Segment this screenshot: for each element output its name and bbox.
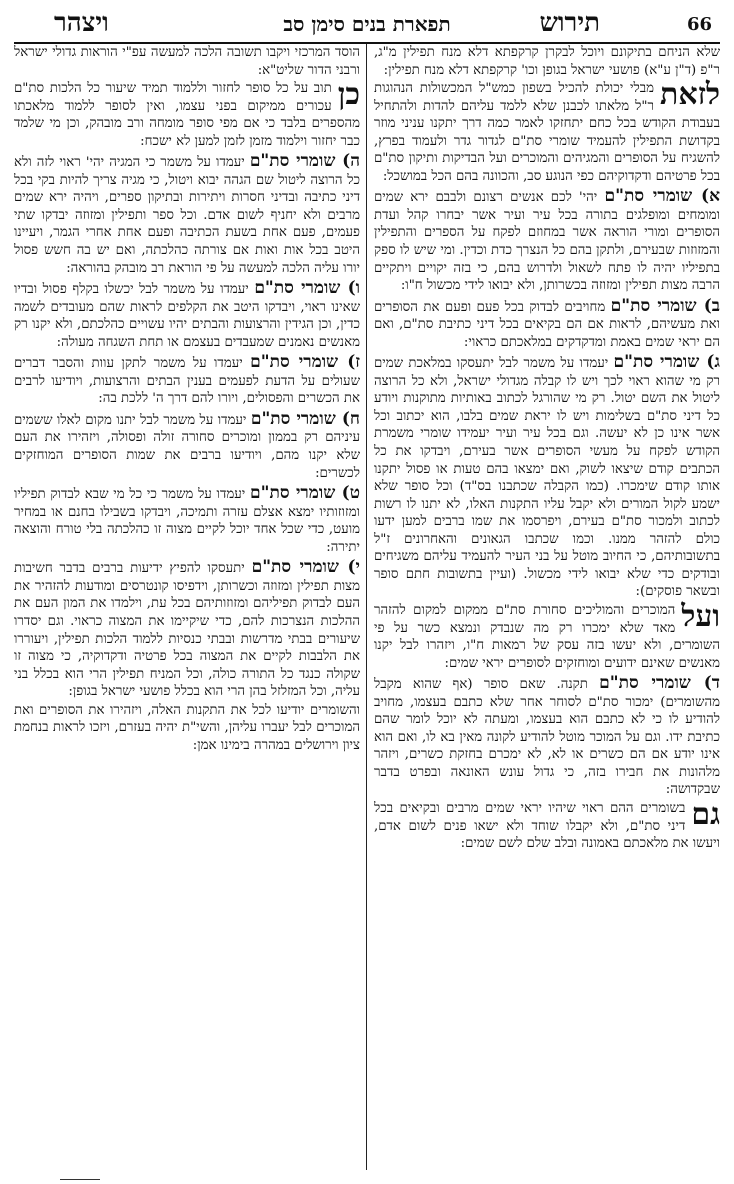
paragraph-text: מבלי יכולת להכיל בשפון כמש"ל המכשולות הנהוגות ר"ל מלאתו לכבנן שלא ללמד עליהם להדות ולהתחיל בעבודת הקודש בכל כחם יתחזקו לאמר כמה דרך יתקנו עניני מוזר בקדושת התפילין להעמיד שומרי סת"ם לגדור גדר ולעמוד בפרץ, להשגיח על הסופרים והמגיהים והמוכרים ועל הבדיקות ותיקון סת"ם בכל פרטיהם ודקדוקיהם כפי הנוגע סב, והכוונה בהם הכל במושכל: xyxy=(374,81,720,184)
header-title-right: תירוש xyxy=(539,8,600,38)
paragraph-text: בשומרים ההם ראוי שיהיו יראי שמים מרבים ובקיאים בכל דיני סת"ם, ולא יקבלו שוחד ולא ישאו פנים לשום אדם, ויעשו את מלאכתם באמונה ובלב שלם לשם שמים: xyxy=(374,800,720,852)
opening-word: כן xyxy=(337,77,360,113)
paragraph-text: מחויבים לבדוק בכל פעם ופעם את הסופרים ואת מעשיהם, לראות אם הם בקיאים בכל דיני כתיבת סת"ם, ואם הם יראי שמים באמת ומדקדקים במלאכתם כראוי: xyxy=(374,299,720,350)
text-columns xyxy=(14,44,720,1170)
section-lead: ח) שומרי סת"ם xyxy=(250,408,360,429)
section-lead: א) שומרי סת"ם xyxy=(604,186,720,207)
column-divider xyxy=(366,44,367,1170)
section-paragraph xyxy=(14,354,360,408)
running-header xyxy=(14,6,720,44)
paragraph-text: תקנה. שאם סופר (אף שהוא מקבל מהשומרים) ימכור סת"ם לסוחר אחר שלא כתבם בעצמו, מחויב להודיע לו כי לא כתבם הוא בעצמו, ומעתה לא יוכל לומר שהם כתיבת ידו. וגם על המוכר מוטל להודיע לקונה מאין בא לו, ואם הוא אינו יודע אם הם כשרים או לא, לא ימכרם בחזקת כשרים, ויזהר מלהונות את חבירו בזה, כי גדול עונש האונאה ובפרט בדבר שבקדושה: xyxy=(374,677,720,798)
section-lead: ה) שומרי סת"ם xyxy=(249,151,360,172)
paragraph-text: יעמדו על משמר לבל יתנו מקום לאלו ששמים עיניהם רק בממון ומוכרים סחורה זולה ופסולה, ויזהירו את העם שלא יקנו מהם, ויודיעו ברבים את שמות הסופרים המוחזקים לכשרים: xyxy=(14,412,360,481)
section-lead: ט) שומרי סת"ם xyxy=(250,483,360,504)
paragraph-text: תוב על כל סופר לחזור וללמוד תמיד שיעור כל הלכות סת"ם עכורים ממיקום בפני עצמו, ואין לסופר ללמוד מלאכתו מהספרים בלבד כי אם מפי סופר מומחה ורב מובהק, וכן מי שלמד כבר יחזור וילמוד מזמן לזמן למען לא ישכח: xyxy=(14,81,360,149)
opening-word: גם xyxy=(691,796,720,832)
section-paragraph xyxy=(14,280,360,351)
header-title-center: תפארת בנים סימן סב xyxy=(283,12,451,36)
header-title-left: ויצהר xyxy=(54,8,109,38)
section-lead: ג) שומרי סת"ם xyxy=(613,352,720,373)
section-lead: י) שומרי סת"ם xyxy=(251,557,360,578)
right-column xyxy=(374,44,720,1170)
opening-paragraph xyxy=(374,796,720,853)
paragraph-text: יעמדו על משמר לבל יתעסקו במלאכת שמים רק מי שהוא ראוי לכך ויש לו קבלה מגדולי ישראל, ולא כל הרוצה ליטול את השם יטול. רק מי שהורגל לכתוב באותיות מתוקנות ויודע כל דיני סת"ם בשלימות ויש לו יראת שמים בלבו, הוא יכתוב וכל אשר אינו כן לא יעשה. וגם בכל עיר ועיר יעמידו שומרי משמרת הקודש לפקח על מעשי הסופרים אשר בעירם, ויבדקו את כל הכתבים קודם שיצאו לשוק, ואם ימצאו בהם טעות או פסול יתקנו אותו קודם שימכרו. (כמו הקבלה שכתבנו בס"ד) וכל סופר שלא ישמע לקול המורים ולא יקבל עליו התקנות האלו, לא יתנו לו רשות לכתוב ולמכור סת"ם בעירם, ויפרסמו את שמו ברבים למען ידעו כולם להזהר ממנו. וכמו שכתבו הגאונים והאחרונים ז"ל בתשובותיהם, כי החיוב מוטל על בני העיר להעמיד עליהם משגיחים ובודקים כדי שלא יבואו לידי מכשול. (ועיין בתשובות חתם סופר ובשאר פוסקים): xyxy=(374,356,720,600)
paragraph-text: יעמדו על משמר לתקן עוות והסבר דברים שעולים על הדעת לפעמים בענין הבתים והרצועות, ויודיעו לרבים את הכשרים והפסולים, ויורו להם דרך ה' ללכת בה: xyxy=(14,356,360,407)
paragraph-text: יעמדו על משמר לבל יכשלו בקלף פסול ובדיו שאינו ראוי, ויבדקו היטב את הקלפים לראות שהם מעובדים לשמה כדין, וכן הגידין והרצועות והבתים יהיו עשויים כהלכתם, ולא יקנו רק מאנשים נאמנים שמעבדים בעצמם או תחת השגחה מעולה: xyxy=(14,282,360,350)
paragraph: הוסד המרכזי ויקבו תשובה הלכה למעשה עפ"י הוראות גדולי ישראל ורבני הדור שליט"א: xyxy=(14,45,360,78)
section-lead: ד) שומרי סת"ם xyxy=(599,673,720,694)
section-paragraph xyxy=(14,559,360,700)
section-paragraph xyxy=(374,188,720,294)
paragraph-text: יתעסקו להפיץ ידיעות ברבים בדבר חשיבות מצות תפילין ומזוזה וכשרותן, וידפיסו קונטרסים ומודעות להזהיר את העם לבדוק תפיליהם ומזוזותיהם בכל עת, וילמדו את המון העם את ההלכות הנצרכות להם, כדי שיקיימו את המצוה כראוי. וגם יסדרו שיעורים בבתי מדרשות ובבתי כנסיות ללמוד הלכות תפילין, ויעוררו את הלבבות לקיים את המצוה בכל פרטיה ודקדוקיה, כי מצוה זו שקולה כנגד כל התורה כולה, וכל המניח תפילין הרי הוא בכלל בני עליה, וכל המזלזל בהן הרי הוא בכלל פושעי ישראל בגופן: xyxy=(14,561,360,700)
section-paragraph xyxy=(374,354,720,601)
section-paragraph xyxy=(374,675,720,799)
section-paragraph xyxy=(14,153,360,277)
paragraph-text: המוכרים והמוליכים סחורת סת"ם ממקום למקום להזהר מאד שלא ימכרו רק מה שנבדק ונמצא כשר על פי השומרים, ולא יעשו בזה עסק של רמאות ח"ו, ויזהרו לבל יקנו מאנשים שאינם ידועים ומוחזקים לסופרים יראי שמים: xyxy=(374,602,720,671)
section-lead: ו) שומרי סת"ם xyxy=(254,278,360,299)
section-lead: ב) שומרי סת"ם xyxy=(610,295,720,316)
page-number: 66 xyxy=(686,14,712,35)
opening-paragraph xyxy=(374,598,720,672)
paragraph-text: יעמדו על משמר כי המגיה יהי' ראוי לזה ולא כל הרוצה ליטול שם הגהה יבוא ויטול, כי מגיה צריך להיות בקי בכל דיני כתיבה ובדיני חסרות ויתירות ובתיקון ספרים, ויהיה ירא שמים מרבים ולא יחניף לשום אדם. וכל ספר ותפילין ומזוזה יבדקו שתי פעמים, פעם אחת בשעת הכתיבה ופעם אחת אחרי הגמר, ויעיינו היטב בכל אות ואות אם צורתה כהלכתה, ואם יש בה חשש פסול יורו עליה הלכה למעשה על פי הוראת רב מובהק בהוראה: xyxy=(14,155,360,276)
footer-rule xyxy=(60,1179,100,1180)
paragraph: שלא הניחם בתיקונם ויוכל לבקרן קרקפתא דלא מנח תפילין מ"ג, ר"פ (ד"ן ע"א) פושעי ישראל בגופן וכו' קרקפתא דלא מנח תפילין: xyxy=(374,45,720,78)
opening-word: לזאת xyxy=(660,77,720,113)
opening-paragraph xyxy=(374,77,720,185)
opening-paragraph xyxy=(14,77,360,150)
section-paragraph xyxy=(14,408,360,482)
left-column xyxy=(14,44,360,1170)
paragraph-text: יהי' לכם אנשים רצונם ולבבם ירא שמים ומומחים ומופלגים בתורה בכל עיר ועיר אשר יבחרו קהל ועדת הסופרים ומורי הוראה אשר במחוזם לפקח על הספרים והתפילין והמזוזות שבעירם, ולתקן בהם כל הנצרך כדת וכדין. ומי שיש לו ספק בתפיליו יהיה לו פתח לשאול ולדרוש בהם, כי בזה יקויים ויתקיים הרבה מצות תפילין ומזוזה בכשרותן, ולא יבואו לידי מכשול ח"ו: xyxy=(374,190,720,294)
section-paragraph xyxy=(14,485,360,556)
paragraph: והשומרים יודיעו לכל את התקנות האלה, ויזהירו את הסופרים ואת המוכרים לבל יעברו עליהן, והשי"ת יהיה בעזרם, ויזכו לראות בנחמת ציון וירושלים במהרה בימינו אמן: xyxy=(14,702,360,753)
section-paragraph xyxy=(374,295,720,352)
paragraph-text: יעמדו על משמר כי כל מי שבא לבדוק תפיליו ומזוזותיו ימצא אצלם עזרה ותמיכה, ויבדקו בשבילו בחנם או במחיר מועט, כדי שכל אחד יוכל לקיים מצוה זו כהלכתה בלי טורח והוצאה יתירה: xyxy=(14,487,360,555)
opening-word: ועל xyxy=(681,598,720,634)
section-lead: ז) שומרי סת"ם xyxy=(250,352,360,373)
